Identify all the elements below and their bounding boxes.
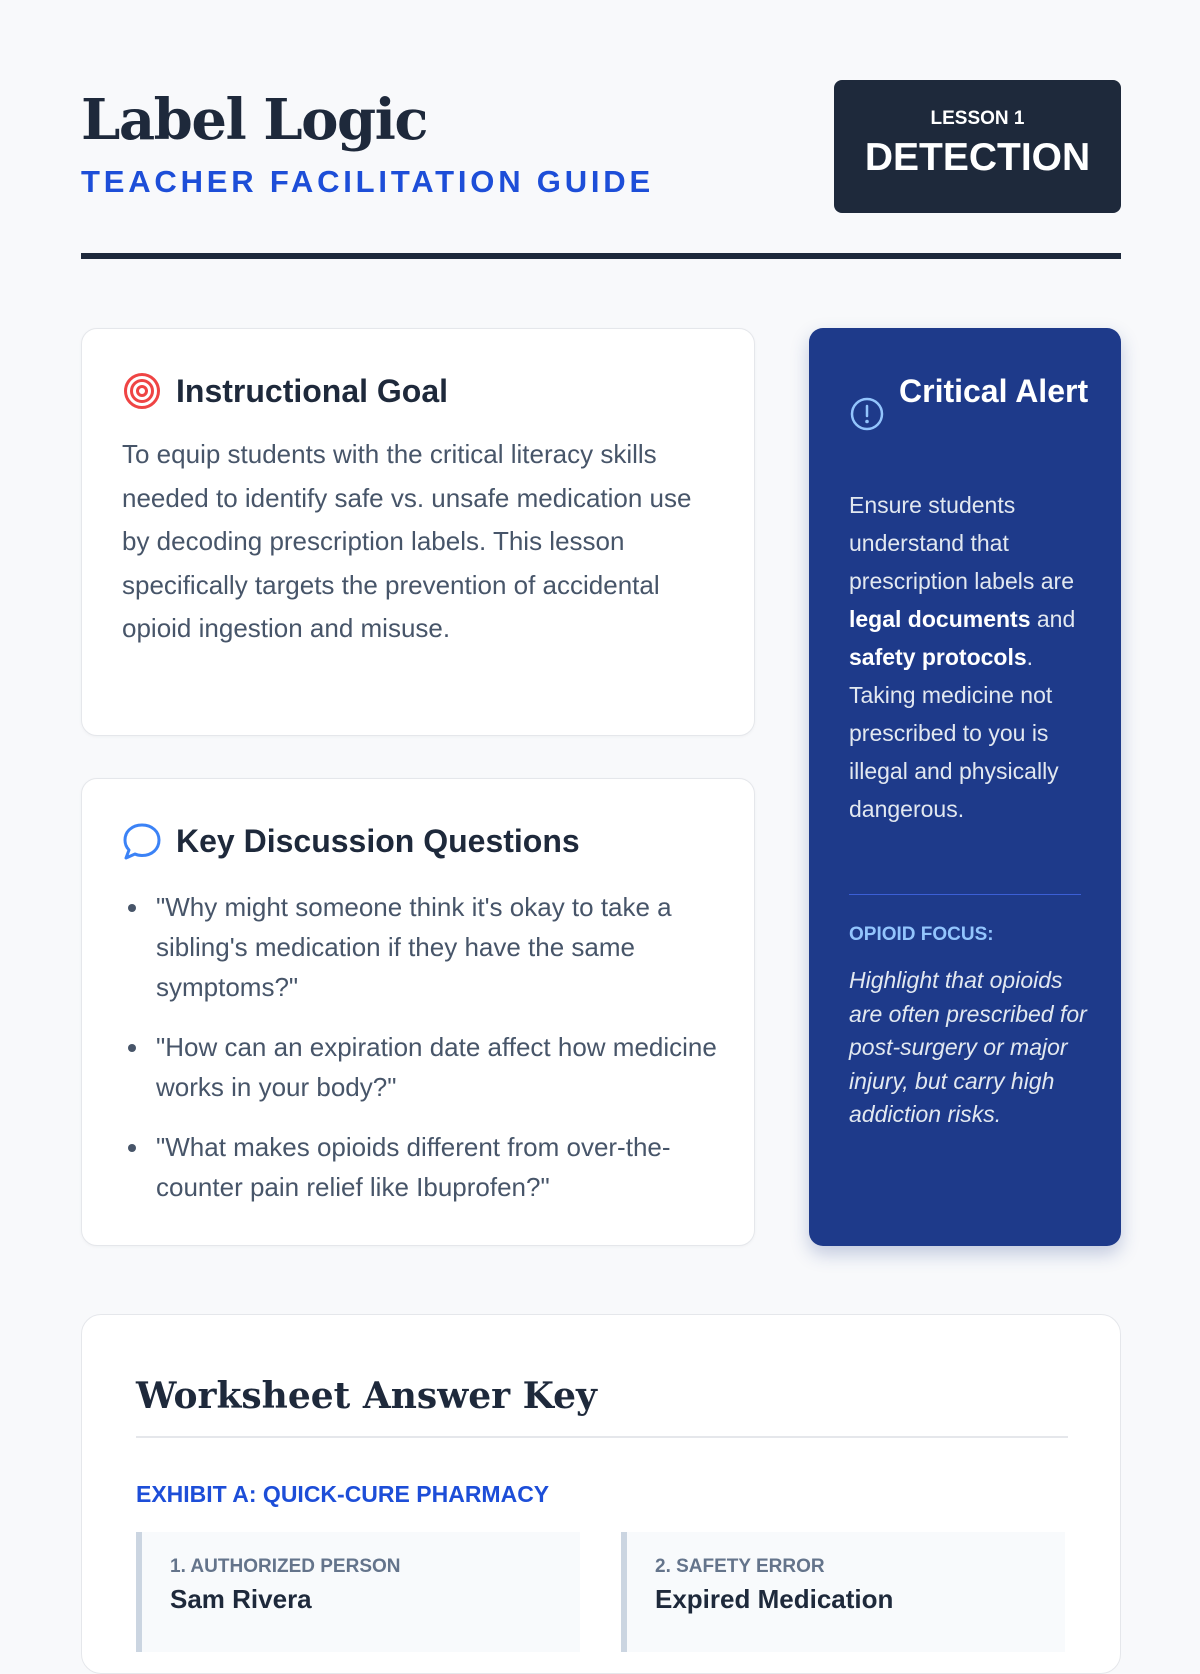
answer-box	[621, 1532, 1065, 1652]
lesson-badge	[834, 80, 1121, 213]
instructional-goal-card	[81, 328, 755, 736]
alert-text-segment: and	[1030, 606, 1076, 632]
critical-alert-title: Critical Alert	[899, 373, 1089, 409]
alert-emphasis: legal documents	[849, 606, 1031, 632]
page-title: Label Logic	[81, 87, 427, 153]
list-item: "How can an expiration date affect how medicine works in your body?"	[122, 1027, 717, 1107]
header-divider	[81, 253, 1121, 259]
page-header	[81, 80, 1121, 260]
page-subtitle: TEACHER FACILITATION GUIDE	[81, 164, 654, 199]
answer-box	[136, 1532, 580, 1652]
alert-emphasis: safety protocols	[849, 644, 1027, 670]
speech-bubble-icon	[122, 821, 162, 861]
instructional-goal-text: To equip students with the critical literacy skills needed to identify safe vs. unsafe medication use by decoding prescription labels. This lesson specifically targets the prevention of accidental opioid ingestion and misuse.	[122, 439, 692, 643]
exhibit-heading: EXHIBIT A: QUICK-CURE PHARMACY	[136, 1481, 550, 1507]
worksheet-divider	[136, 1436, 1068, 1438]
list-item: "Why might someone think it's okay to take a sibling's medication if they have the same symptoms?"	[122, 887, 717, 1007]
alert-text-segment: . Taking medicine not prescribed to you is illegal and physically dangerous.	[849, 644, 1059, 822]
instructional-goal-heading: Instructional Goal	[176, 373, 449, 409]
lesson-name: DETECTION	[864, 136, 1091, 179]
answer-value: Expired Medication	[655, 1584, 894, 1614]
discussion-questions-card	[81, 778, 755, 1246]
critical-alert-text	[849, 486, 1089, 828]
target-icon	[122, 371, 162, 411]
worksheet-answer-key	[81, 1314, 1121, 1674]
answer-value: Sam Rivera	[170, 1584, 312, 1614]
opioid-focus-label: OPIOID FOCUS:	[849, 924, 994, 945]
alert-divider	[849, 894, 1081, 895]
list-item: "What makes opioids different from over-the-counter pain relief like Ibuprofen?"	[122, 1127, 717, 1207]
alert-text-segment: Ensure students understand that prescription labels are	[849, 492, 1075, 594]
lesson-number: LESSON 1	[930, 108, 1025, 129]
answer-label: 1. AUTHORIZED PERSON	[170, 1556, 401, 1577]
answer-label: 2. SAFETY ERROR	[655, 1556, 825, 1577]
discussion-questions-heading: Key Discussion Questions	[176, 823, 580, 859]
discussion-questions-list	[122, 887, 717, 1227]
critical-alert-panel	[809, 328, 1121, 1246]
worksheet-title: Worksheet Answer Key	[136, 1375, 597, 1417]
alert-circle-icon	[849, 396, 885, 432]
opioid-focus-text: Highlight that opioids are often prescribed for post-surgery or major injury, but carry high addiction risks.	[849, 967, 1087, 1127]
